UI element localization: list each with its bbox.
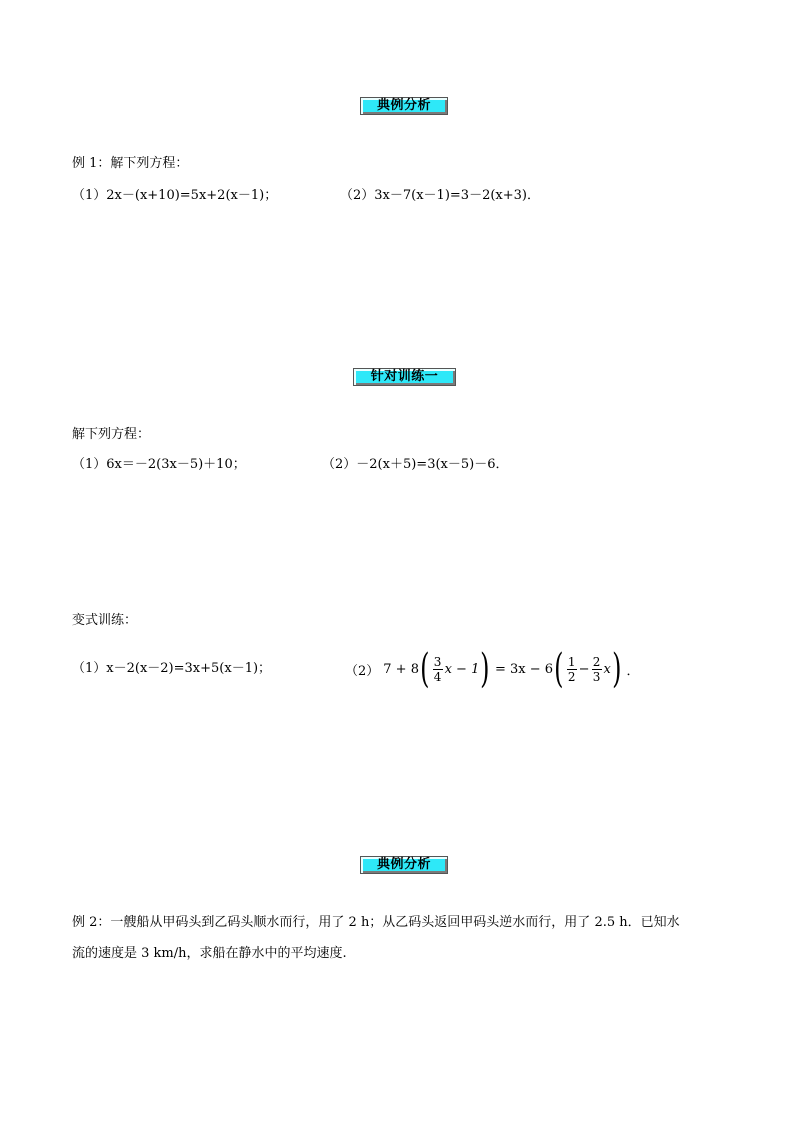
math-term: x [603,661,611,677]
problem-label: （1） [72,661,107,676]
math-term: − [578,661,590,677]
math-term: = 3x − 6 [494,661,554,677]
fraction-denominator: 2 [567,669,576,684]
fraction-denominator: 3 [592,669,601,684]
section-banner-example-analysis-2: 典例分析 [360,856,448,874]
example2-line2: 流的速度是 3 km/h，求船在静水中的平均速度. [72,946,347,961]
equation: x－2(x－2)=3x+5(x－1)； [106,661,272,676]
fraction [567,655,577,684]
example2-line1: 例 2：一艘船从甲码头到乙码头顺水而行，用了 2 h；从乙码头返回甲码头逆水而行，用了 2.5 h．已知水 [72,915,680,930]
equation: －2(x＋5)=3(x－5)－6． [356,457,509,472]
training1-title: 解下列方程： [72,427,151,442]
example1-title: 例 1：解下列方程： [72,156,189,171]
section-banner-example-analysis: 典例分析 [360,97,448,115]
fraction-numerator: 2 [592,654,601,669]
equation: 3x－7(x－1)=3－2(x+3)． [374,188,540,203]
problem-label: （2） [345,663,380,679]
math-term: ． [626,663,640,679]
section-banner-targeted-training: 针对训练一 [353,368,456,386]
problem-label: （1） [72,457,107,472]
variant-title: 变式训练： [72,613,138,628]
math-term: x − 1 [444,661,480,677]
example1-problem1 [72,187,277,205]
fraction-denominator: 4 [433,669,442,684]
fraction [433,655,443,684]
variant-problem1 [72,660,271,678]
math-term: 7 + 8 [383,661,419,677]
variant-problem2 [345,648,640,690]
right-paren: ) [612,646,622,692]
training1-problem1 [72,456,246,474]
fraction-numerator: 3 [433,654,442,669]
equation: 2x－(x+10)=5x+2(x－1)； [106,188,278,203]
left-paren: ( [554,646,564,692]
right-paren: ) [480,646,490,692]
left-paren: ( [420,646,430,692]
fraction-numerator: 1 [567,654,576,669]
training1-problem2 [322,456,508,474]
problem-label: （2） [322,457,357,472]
problem-label: （1） [72,188,107,203]
problem-label: （2） [340,188,375,203]
example1-problem2 [340,187,540,205]
equation: 6x＝－2(3x－5)＋10； [106,457,246,472]
fraction [592,655,602,684]
